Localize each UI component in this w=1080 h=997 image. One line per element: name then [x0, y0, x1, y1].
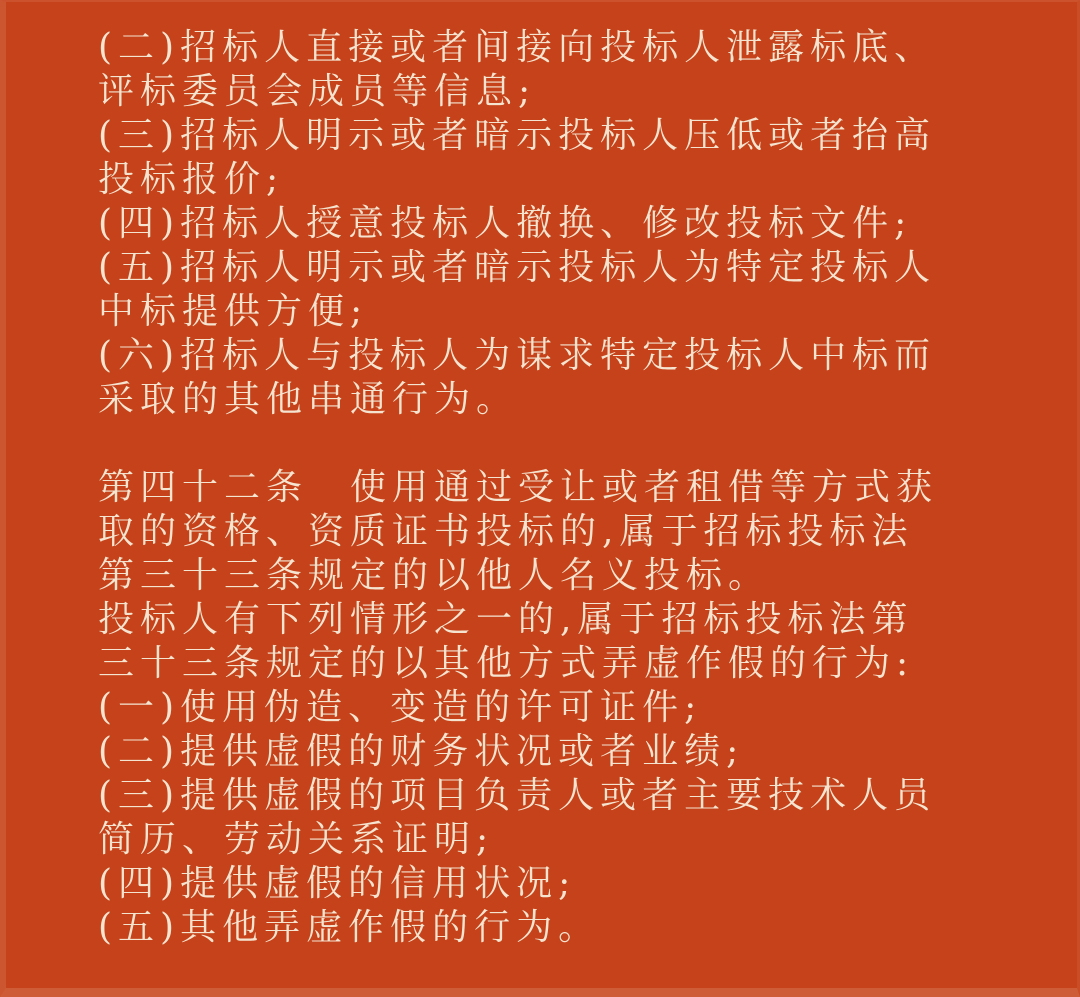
clause-list-collusion	[98, 26, 1020, 422]
text-line: (二)提供虚假的财务状况或者业绩;	[98, 731, 745, 772]
text-line: (一)使用伪造、变造的许可证件;	[98, 687, 703, 728]
text-line: 投标报价;	[98, 159, 285, 200]
text-line: 取的资格、资质证书投标的,属于招标投标法	[98, 511, 914, 552]
text-line: 简历、劳动关系证明;	[98, 819, 495, 860]
text-line: (四)招标人授意投标人撤换、修改投标文件;	[98, 203, 913, 244]
text-line: (四)提供虚假的信用状况;	[98, 863, 577, 904]
text-line: (六)招标人与投标人为谋求特定投标人中标而	[98, 335, 937, 376]
text-line: 评标委员会成员等信息;	[98, 71, 537, 112]
text-line: 第三十三条规定的以他人名义投标。	[98, 555, 771, 596]
text-line: (五)其他弄虚作假的行为。	[98, 907, 601, 948]
text-line: 投标人有下列情形之一的,属于招标投标法第	[98, 599, 914, 640]
text-line: (二)招标人直接或者间接向投标人泄露标底、	[98, 27, 937, 68]
text-line: 采取的其他串通行为。	[98, 379, 519, 420]
text-line: (五)招标人明示或者暗示投标人为特定投标人	[98, 247, 937, 288]
text-line: (三)提供虚假的项目负责人或者主要技术人员	[98, 775, 937, 816]
text-line: 中标提供方便;	[98, 291, 369, 332]
text-line: 第四十二条 使用通过受让或者租借等方式获	[98, 467, 939, 508]
article-42-fraud-clauses	[98, 466, 1020, 950]
text-line: (三)招标人明示或者暗示投标人压低或者抬高	[98, 115, 937, 156]
text-line: 三十三条规定的以其他方式弄虚作假的行为:	[98, 643, 915, 684]
